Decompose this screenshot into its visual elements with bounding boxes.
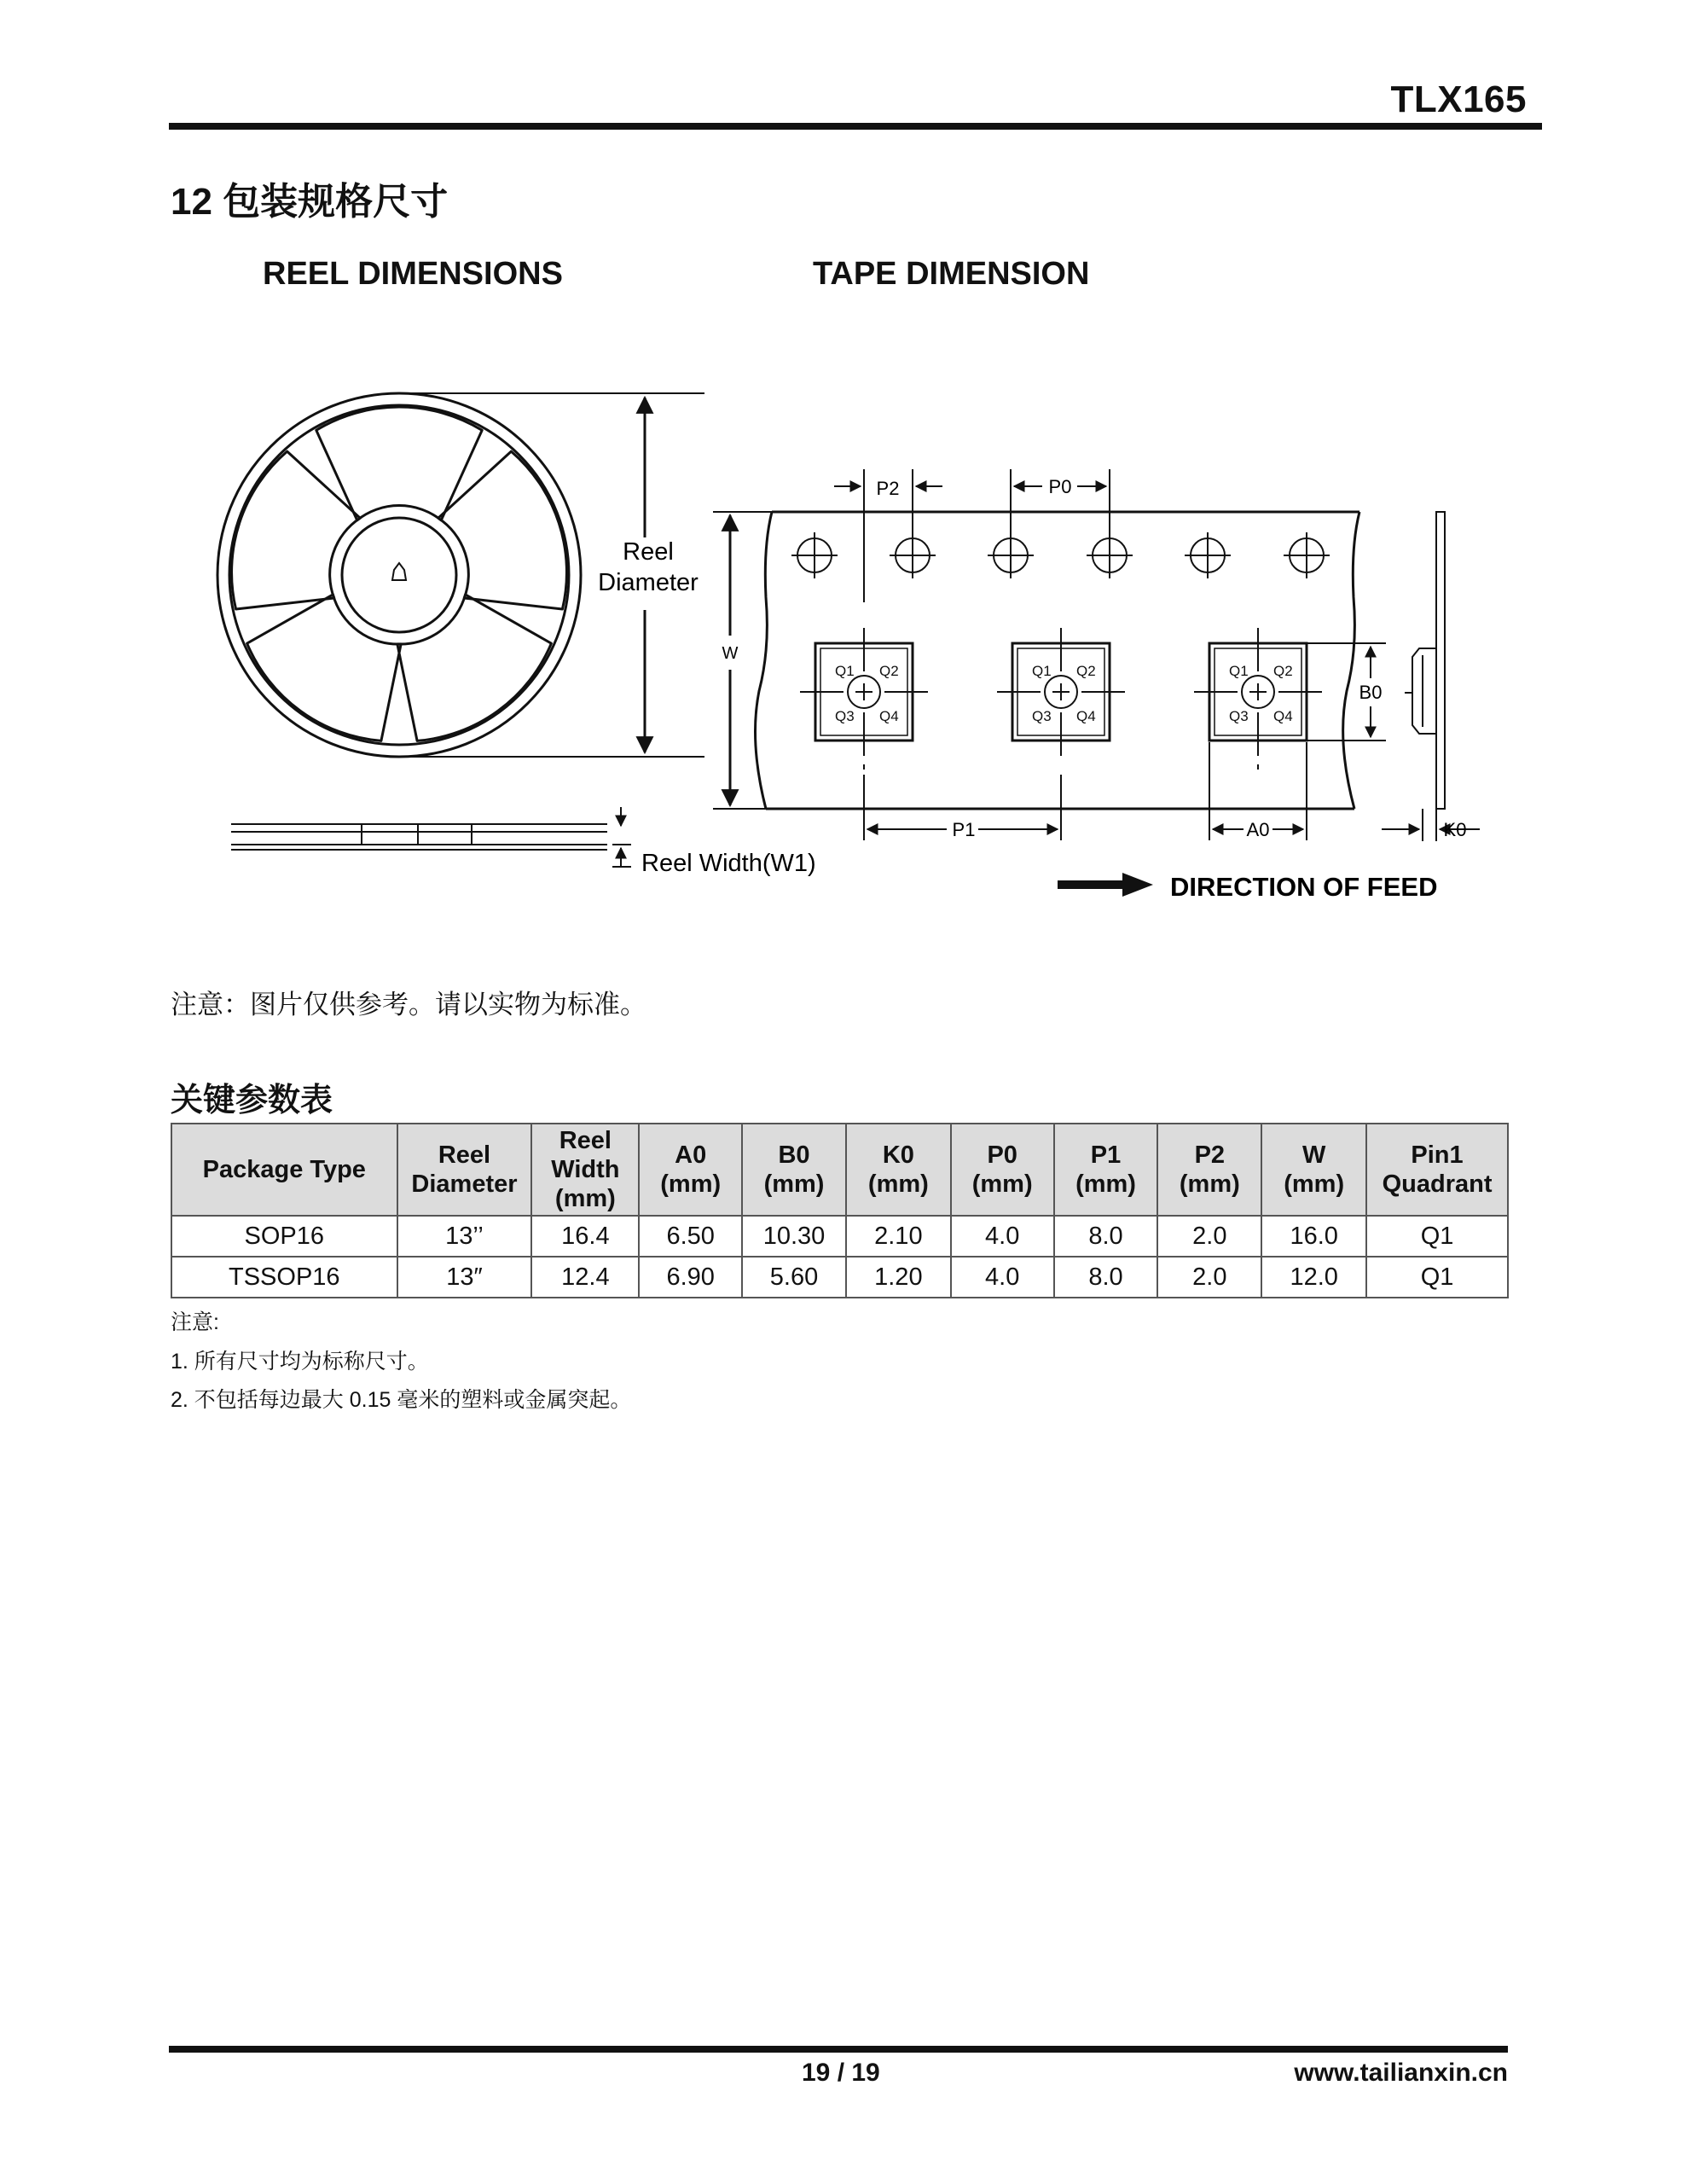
table-cell: 5.60 — [742, 1257, 846, 1298]
w-label: W — [722, 644, 739, 663]
table-cell: 2.0 — [1157, 1216, 1261, 1257]
table-cell: 2.10 — [846, 1216, 951, 1257]
column-header-line: K0 — [882, 1141, 914, 1169]
column-header-line: Pin1 — [1411, 1141, 1464, 1169]
tape-side-view — [1382, 512, 1480, 841]
column-header — [1157, 1124, 1261, 1216]
table-cell: 16.0 — [1261, 1216, 1366, 1257]
q1-label: Q1 — [1229, 663, 1249, 679]
packaging-drawing — [0, 0, 1687, 956]
column-header-line: P0 — [987, 1141, 1017, 1169]
table-cell: Q1 — [1366, 1257, 1508, 1298]
column-header-line: Reel — [559, 1127, 612, 1154]
k0-label: K0 — [1443, 819, 1467, 840]
q4-label: Q4 — [1273, 708, 1293, 724]
reel-side-view — [231, 807, 631, 867]
notes-label: 注意: — [171, 1310, 219, 1334]
b0-label: B0 — [1359, 682, 1383, 703]
reel-diagram — [214, 393, 585, 759]
column-header — [171, 1124, 397, 1216]
table-cell: 13″ — [397, 1257, 532, 1298]
table-cell: 2.0 — [1157, 1257, 1261, 1298]
q2-label: Q2 — [1273, 663, 1293, 679]
column-header-line: A0 — [675, 1141, 707, 1169]
table-cell: 10.30 — [742, 1216, 846, 1257]
table-cell: 4.0 — [951, 1257, 1054, 1298]
sprocket-holes — [791, 532, 1330, 578]
note-item: 1. 所有尺寸均为标称尺寸。 — [171, 1350, 429, 1374]
table-cell: 1.20 — [846, 1257, 951, 1298]
q2-label: Q2 — [1076, 663, 1096, 679]
document-title: TLX165 — [1390, 78, 1527, 120]
q4-label: Q4 — [879, 708, 899, 724]
column-header-line: (mm) — [660, 1170, 722, 1198]
tape-pockets — [800, 628, 1322, 770]
a0-label: A0 — [1246, 819, 1270, 840]
column-header-line: (mm) — [554, 1185, 616, 1212]
table-row — [171, 1216, 1508, 1257]
table-cell: SOP16 — [171, 1216, 397, 1257]
q1-label: Q1 — [835, 663, 855, 679]
table-cell: 16.4 — [531, 1216, 639, 1257]
column-header — [846, 1124, 951, 1216]
p1-label: P1 — [952, 819, 976, 840]
table-cell: TSSOP16 — [171, 1257, 397, 1298]
column-header-line: Width — [551, 1156, 620, 1183]
table-cell: 8.0 — [1054, 1216, 1158, 1257]
table-cell: 12.4 — [531, 1257, 639, 1298]
table-cell: 8.0 — [1054, 1257, 1158, 1298]
q3-label: Q3 — [835, 708, 855, 724]
section-title: 12 包装规格尺寸 — [171, 181, 449, 223]
column-header — [397, 1124, 532, 1216]
footer-rule — [169, 2046, 1508, 2053]
column-header-line: Reel — [438, 1141, 491, 1169]
p2-label: P2 — [876, 478, 900, 499]
q1-label: Q1 — [1032, 663, 1052, 679]
table-cell: 4.0 — [951, 1216, 1054, 1257]
column-header-line: Diameter — [411, 1170, 518, 1198]
feed-direction-label: DIRECTION OF FEED — [1170, 872, 1438, 902]
column-header-line: (mm) — [1179, 1170, 1240, 1198]
table-cell: 12.0 — [1261, 1257, 1366, 1298]
table-header-row — [171, 1124, 1508, 1216]
column-header — [951, 1124, 1054, 1216]
column-header — [639, 1124, 742, 1216]
reel-diameter-label: Reel — [623, 538, 674, 566]
column-header-line: B0 — [778, 1141, 810, 1169]
table-cell: Q1 — [1366, 1216, 1508, 1257]
p0-label: P0 — [1048, 476, 1072, 497]
q3-label: Q3 — [1032, 708, 1052, 724]
column-header-line: (mm) — [1284, 1170, 1345, 1198]
column-header-line: Package Type — [202, 1156, 366, 1183]
column-header-line: (mm) — [867, 1170, 929, 1198]
q3-label: Q3 — [1229, 708, 1249, 724]
note-item: 2. 不包括每边最大 0.15 毫米的塑料或金属突起。 — [171, 1388, 632, 1412]
tape-dimension-title: TAPE DIMENSION — [813, 256, 1090, 292]
column-header — [1054, 1124, 1158, 1216]
q4-label: Q4 — [1076, 708, 1096, 724]
column-header — [1261, 1124, 1366, 1216]
reel-width-label: Reel Width(W1) — [641, 850, 816, 877]
page-number: 19 / 19 — [802, 2059, 880, 2087]
table-cell: 13’’ — [397, 1216, 532, 1257]
table-cell: 6.90 — [639, 1257, 742, 1298]
website-url: www.tailianxin.cn — [1294, 2059, 1508, 2087]
table-row — [171, 1257, 1508, 1298]
reel-diameter-label-2: Diameter — [598, 569, 699, 596]
q2-label: Q2 — [879, 663, 899, 679]
column-header-line: W — [1301, 1141, 1326, 1169]
column-header — [531, 1124, 639, 1216]
tape-diagram — [756, 512, 1360, 809]
table-title: 关键参数表 — [171, 1083, 333, 1118]
feed-arrow — [1058, 873, 1153, 897]
image-note: 注意：图片仅供参考。请以实物为标准。 — [171, 990, 646, 1019]
parameters-table — [171, 1123, 1509, 1298]
column-header — [1366, 1124, 1508, 1216]
column-header-line: P1 — [1090, 1141, 1122, 1169]
column-header-line: (mm) — [763, 1170, 825, 1198]
table-cell: 6.50 — [639, 1216, 742, 1257]
column-header-line: (mm) — [971, 1170, 1033, 1198]
column-header — [742, 1124, 846, 1216]
reel-dimensions-title: REEL DIMENSIONS — [263, 256, 563, 292]
column-header-line: P2 — [1194, 1141, 1226, 1169]
column-header-line: Quadrant — [1382, 1170, 1493, 1198]
column-header-line: (mm) — [1075, 1170, 1136, 1198]
